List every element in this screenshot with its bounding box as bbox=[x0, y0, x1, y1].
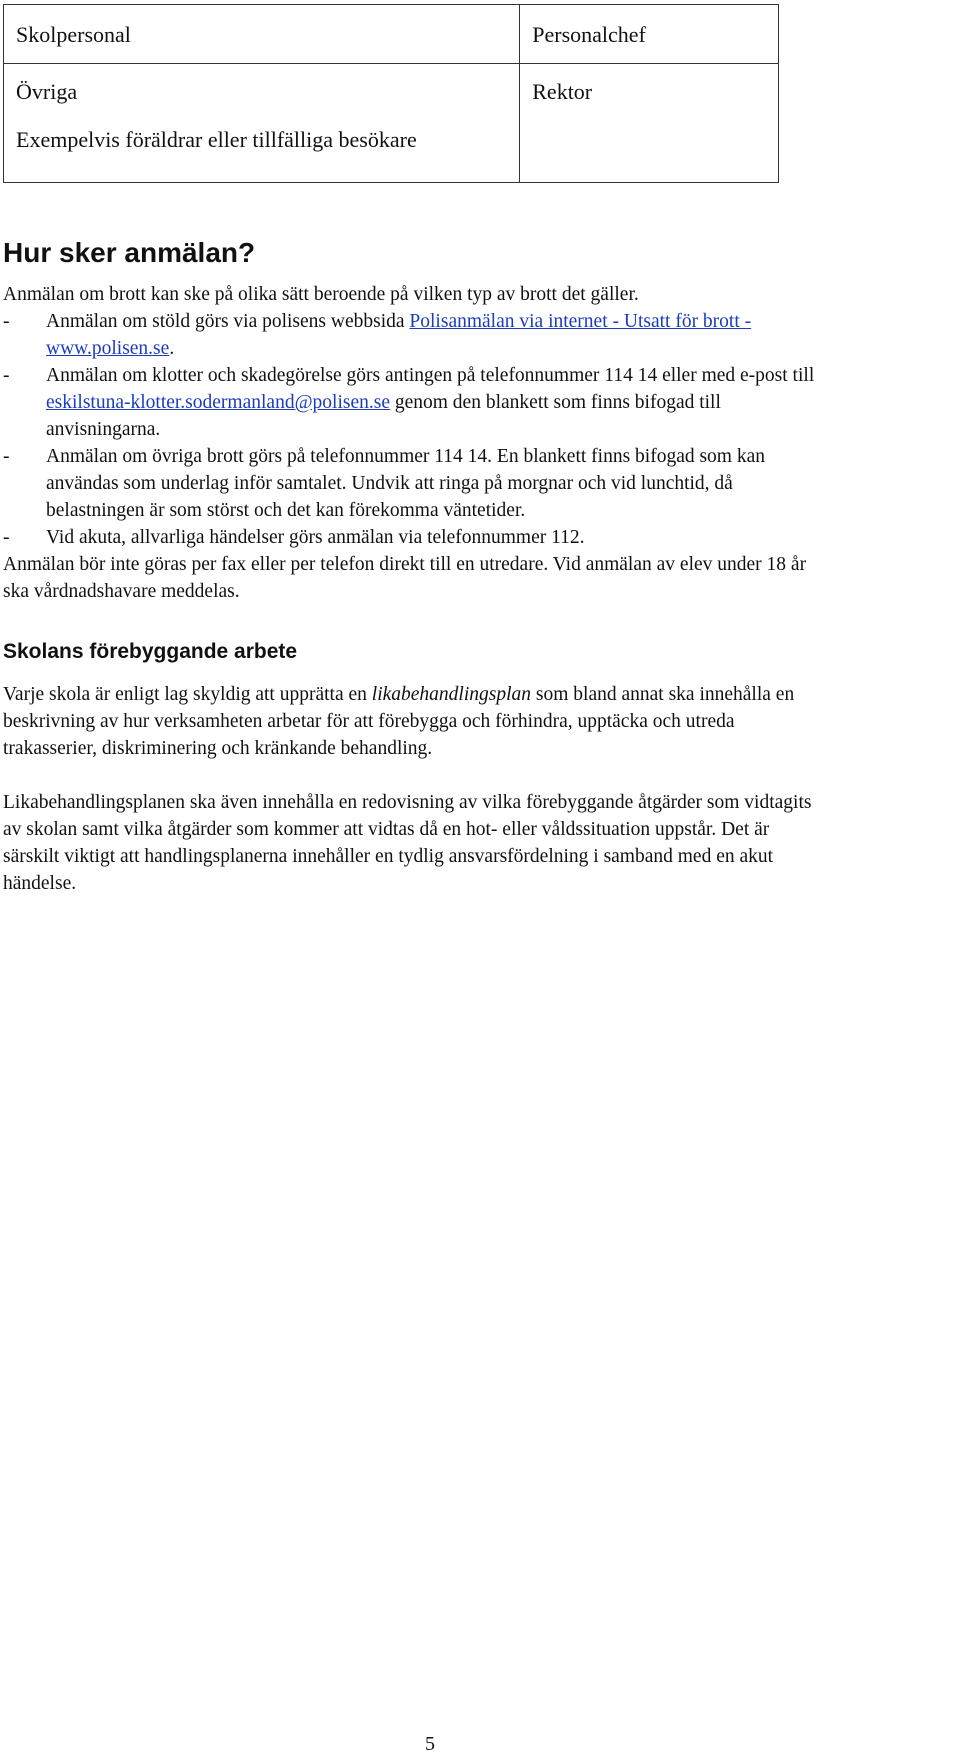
police-report-link[interactable]: Polisanmälan via internet - Utsatt för brott - bbox=[409, 311, 752, 332]
list-item-continuation: belastningen är som störst och det kan förekomma väntetider. bbox=[46, 500, 526, 521]
section-heading: Skolans förebyggande arbete bbox=[3, 640, 298, 663]
text-run: som bland annat ska innehålla en bbox=[531, 684, 795, 705]
list-item-text: genom den blankett som finns bifogad till bbox=[389, 392, 721, 413]
paragraph-line: särskilt viktigt att handlingsplanerna innehåller en tydlig ansvarsfördelning i samband med en akut bbox=[3, 846, 774, 867]
paragraph bbox=[3, 681, 953, 762]
table-cell bbox=[520, 5, 779, 64]
outro-text: Anmälan bör inte göras per fax eller per telefon direkt till en utredare. Vid anmälan av elev under 18 år bbox=[3, 554, 807, 575]
report-instructions bbox=[3, 281, 953, 605]
list-dash: - bbox=[3, 527, 10, 548]
list-dash: - bbox=[3, 311, 10, 332]
table-row bbox=[4, 64, 779, 183]
cell-text: Övriga bbox=[16, 79, 78, 104]
paragraph bbox=[3, 789, 953, 897]
intro-text: Anmälan om brott kan ske på olika sätt beroende på vilken typ av brott det gäller. bbox=[3, 284, 639, 305]
list-item bbox=[3, 362, 953, 389]
list-item-continuation bbox=[3, 335, 953, 362]
polisen-website-link[interactable]: www.polisen.se bbox=[46, 338, 170, 359]
section-heading: Hur sker anmälan? bbox=[3, 237, 256, 268]
list-dash: - bbox=[3, 446, 10, 467]
list-item-text: Anmälan om övriga brott görs på telefonnummer 114 14. En blankett finns bifogad som kan bbox=[46, 446, 766, 467]
list-item bbox=[3, 308, 953, 335]
list-item bbox=[3, 524, 953, 551]
list-item bbox=[3, 443, 953, 470]
paragraph-line: av skolan samt vilka åtgärder som kommer att vidtas då en hot- eller våldssituation uppstår. Det är bbox=[3, 819, 770, 840]
email-link[interactable]: eskilstuna-klotter.sodermanland@polisen.se bbox=[46, 392, 390, 413]
cell-text: Skolpersonal bbox=[16, 22, 131, 47]
list-item-continuation: användas som underlag inför samtalet. Undvik att ringa på morgnar och vid lunchtid, då bbox=[46, 473, 733, 494]
list-item-text: Anmälan om klotter och skadegörelse görs antingen på telefonnummer 114 14 eller med e-post till bbox=[46, 365, 815, 386]
cell-text: Exempelvis föräldrar eller tillfälliga besökare bbox=[16, 127, 417, 152]
table-row bbox=[4, 5, 779, 64]
cell-text: Personalchef bbox=[532, 22, 646, 47]
paragraph-line: beskrivning av hur verksamheten arbetar för att förebygga och förhindra, upptäcka och utreda bbox=[3, 711, 735, 732]
role-table bbox=[3, 4, 779, 183]
paragraph-line: Likabehandlingsplanen ska även innehålla en redovisning av vilka förebyggande åtgärder som vidtagits bbox=[3, 792, 812, 813]
table-cell bbox=[520, 64, 779, 183]
italic-term: likabehandlingsplan bbox=[371, 684, 532, 705]
outro-text: ska vårdnadshavare meddelas. bbox=[3, 581, 240, 602]
page-number: 5 bbox=[425, 1733, 435, 1755]
cell-text: Rektor bbox=[532, 79, 593, 104]
table-cell bbox=[4, 64, 520, 183]
paragraph-line: trakasserier, diskriminering och kränkande behandling. bbox=[3, 738, 433, 759]
text-run: Varje skola är enligt lag skyldig att upprätta en bbox=[3, 684, 372, 705]
list-item-text: . bbox=[169, 338, 175, 359]
paragraph-line: händelse. bbox=[3, 873, 77, 894]
table-cell bbox=[4, 5, 520, 64]
list-item-continuation bbox=[3, 389, 953, 416]
list-item-text: Anmälan om stöld görs via polisens webbsida bbox=[46, 311, 410, 332]
list-item-text: Vid akuta, allvarliga händelser görs anmälan via telefonnummer 112. bbox=[46, 527, 585, 548]
paragraph-line bbox=[3, 681, 953, 708]
list-dash: - bbox=[3, 365, 10, 386]
list-item-continuation: anvisningarna. bbox=[46, 419, 161, 440]
